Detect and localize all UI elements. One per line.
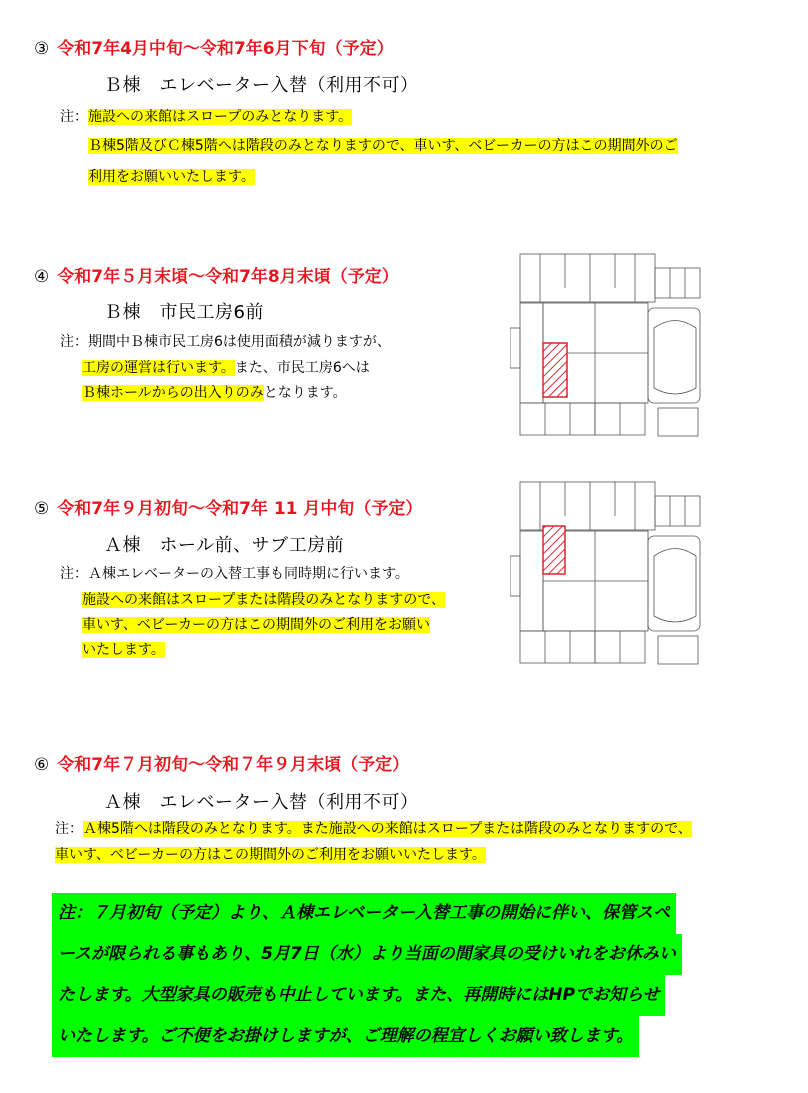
section-3-location: Ｂ棟 エレベーター入替（利用不可） bbox=[104, 75, 419, 96]
section-4-period: 令和7年５月末頃～令和7年8月末頃（予定） bbox=[57, 267, 399, 287]
note-line: Ａ棟5階へは階段のみとなります。また施設への来館はスロープまたは階段のみとなりますので、 bbox=[83, 821, 692, 837]
section-4-note-line-3 bbox=[82, 379, 347, 408]
construction-area-hatch bbox=[543, 526, 565, 574]
floor-plan-section-5 bbox=[510, 476, 710, 671]
note-label: 注： bbox=[55, 821, 83, 837]
section-5-note-line-4 bbox=[82, 636, 165, 665]
note-line: 車いす、ベビーカーの方はこの期間外のご利用をお願いいたします。 bbox=[55, 847, 486, 863]
section-5-heading bbox=[34, 494, 422, 519]
section-3-number: ③ bbox=[34, 39, 50, 59]
note-line: 施設への来館はスロープまたは階段のみとなりますので、 bbox=[82, 592, 446, 608]
section-3-note-line-3 bbox=[88, 163, 255, 192]
section-4-heading bbox=[34, 262, 399, 287]
notice-line-1: 注：７月初旬（予定）より、Ａ棟エレベーター入替工事の開始に伴い、保管スペ bbox=[52, 893, 676, 934]
note-line: Ｂ棟ホールからの出入りのみ bbox=[82, 385, 264, 401]
section-5-period: 令和7年９月初旬～令和7年 11 月中旬（予定） bbox=[57, 499, 423, 519]
section-5-location: Ａ棟 ホール前、サブ工房前 bbox=[104, 535, 345, 556]
section-6-number: ⑥ bbox=[34, 755, 50, 775]
note-label: 注： bbox=[60, 566, 88, 582]
section-5-note bbox=[60, 560, 409, 589]
section-6-location: Ａ棟 エレベーター入替（利用不可） bbox=[104, 792, 419, 813]
note-line: また、市民工房6へは bbox=[234, 360, 370, 376]
note-line: Ａ棟エレベーターの入替工事も同時期に行います。 bbox=[88, 566, 409, 582]
section-3-heading bbox=[34, 34, 394, 59]
note-line: 工房の運営は行います。 bbox=[82, 360, 235, 376]
floor-plan-section-4 bbox=[510, 248, 710, 443]
notice-line-3: たします。大型家具の販売も中止しています。また、再開時にはHPでお知らせ bbox=[52, 975, 665, 1016]
section-6-note bbox=[55, 815, 692, 844]
note-label: 注： bbox=[60, 334, 88, 350]
section-4-number: ④ bbox=[34, 267, 50, 287]
note-line: 車いす、ベビーカーの方はこの期間外のご利用をお願い bbox=[82, 617, 431, 633]
note-line: いたします。 bbox=[82, 642, 165, 658]
section-4-location: Ｂ棟 市民工房6前 bbox=[104, 302, 264, 323]
section-3-note-line-2 bbox=[88, 132, 678, 161]
section-4-note bbox=[60, 328, 391, 357]
construction-area-hatch bbox=[543, 343, 567, 397]
notice-line-2: ースが限られる事もあり、5月7日（水）より当面の間家具の受けいれをお休みい bbox=[52, 934, 682, 975]
notice-line-4: いたします。ご不便をお掛けしますが、ご理解の程宜しくお願い致します。 bbox=[52, 1016, 639, 1057]
section-6-note-line-2 bbox=[55, 841, 486, 870]
note-line: 施設への来館はスロープのみとなります。 bbox=[88, 109, 353, 125]
section-3-period: 令和7年4月中旬～令和7年6月下旬（予定） bbox=[57, 39, 394, 59]
note-line: 期間中Ｂ棟市民工房6は使用面積が減りますが、 bbox=[88, 334, 391, 350]
section-6-heading bbox=[34, 750, 409, 775]
note-label: 注： bbox=[60, 109, 88, 125]
note-line: 利用をお願いいたします。 bbox=[88, 169, 255, 185]
note-line: Ｂ棟5階及びＣ棟5階へは階段のみとなりますので、車いす、ベビーカーの方はこの期間外のご bbox=[88, 138, 678, 154]
section-5-number: ⑤ bbox=[34, 499, 50, 519]
section-6-period: 令和7年７月初旬～令和７年９月末頃（予定） bbox=[57, 755, 410, 775]
note-line: となります。 bbox=[263, 385, 347, 401]
section-3-note bbox=[60, 103, 352, 132]
